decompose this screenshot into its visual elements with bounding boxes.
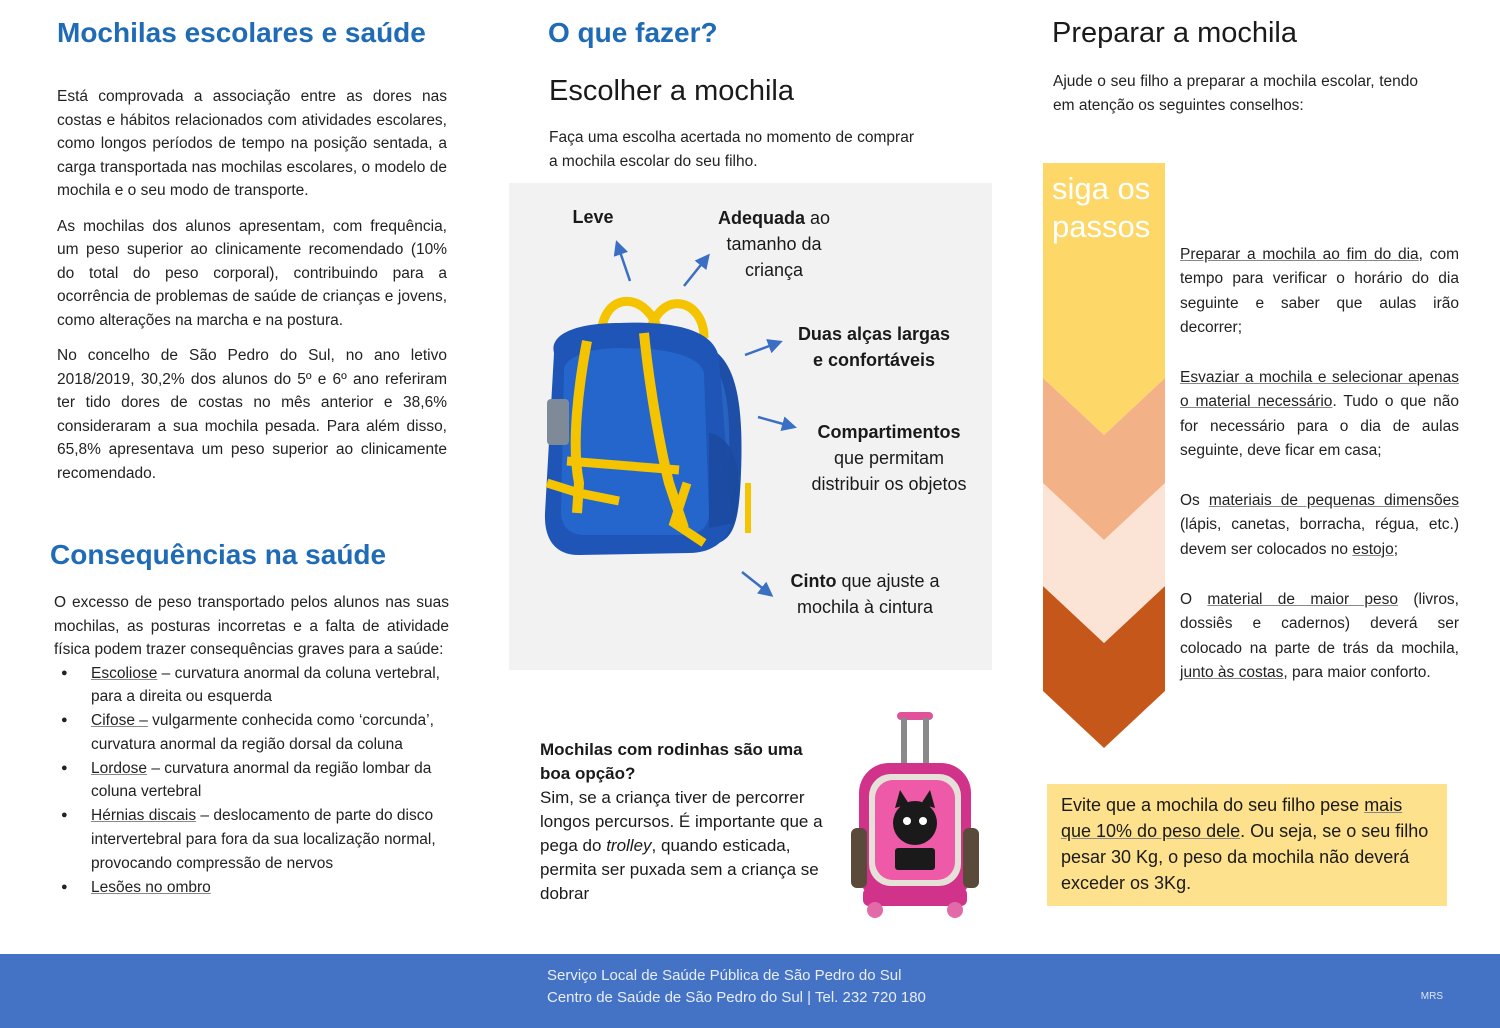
list-item-term: Lesões no ombro <box>91 878 211 896</box>
list-item-desc: – deslocamento de parte do disco intervertebral para fora da sua localização normal, provocando compressão de nervos <box>91 807 436 872</box>
label-compartimentos: Compartimentos que permitam distribuir os objetos <box>811 422 967 494</box>
list-item-term: Lordose <box>91 759 148 777</box>
label-leve: Leve <box>572 207 614 227</box>
list-item-term: Hérnias discais <box>91 807 197 825</box>
choose-intro-text: Faça uma escolha acertada no momento de comprar a mochila escolar do seu filho. <box>549 129 914 170</box>
intro-text-block <box>57 85 447 497</box>
section-title-mochilas: Mochilas escolares e saúde <box>57 17 426 48</box>
footer-bar <box>0 954 1500 1028</box>
list-item-desc: – curvatura anormal da coluna vertebral, para a direita ou esquerda <box>91 664 440 706</box>
list-item-desc: vulgarmente conhecida como ‘corcunda’, curvatura anormal da região dorsal da coluna <box>91 712 434 753</box>
steps-label: siga os passos <box>1052 171 1151 244</box>
weight-tip-box: Evite que a mochila do seu filho pese mais que 10% do peso dele. Ou seja, se o seu filho pesar 30 Kg, o peso da mochila não deverá exceder os 3Kg. <box>1047 784 1447 906</box>
trolley-backpack-image <box>845 708 985 920</box>
paragraph-association: Está comprovada a associação entre as dores nas costas e hábitos relacionados com atividades escolares, como longos períodos de tempo na posição sentada, a carga transportada nas mochilas escolares, o modelo de mochila e o seu modo de transporte. <box>57 88 447 199</box>
wheels-question-block <box>540 738 835 906</box>
paragraph-weight: As mochilas dos alunos apresentam, com frequência, um peso superior ao clinicamente recomendado (10% do total do peso corporal), contribuindo para a ocorrência de problemas de saúde de crianças e jovens, como alterações na marcha e na postura. <box>57 217 447 329</box>
section-title-o-que-fazer: O que fazer? <box>548 17 718 48</box>
consequences-block <box>54 591 449 899</box>
step-4-text: O material de maior peso (livros, dossiês e cadernos) deverá ser colocado na parte de trás da mochila, junto às costas, para maior conforto. <box>1180 591 1459 681</box>
section-title-consequencias: Consequências na saúde <box>50 539 387 570</box>
arrow-compartimentos <box>758 417 794 427</box>
list-item-desc: – curvatura anormal da região lombar da coluna vertebral <box>91 759 432 801</box>
section-title-preparar: Preparar a mochila <box>1052 17 1297 49</box>
arrow-cinto <box>742 572 771 595</box>
list-item <box>54 804 449 875</box>
consequences-intro: O excesso de peso transportado pelos alunos nas suas mochilas, as posturas incorretas e a falta de atividade física podem trazer consequências graves para a saúde: <box>54 594 449 658</box>
arrow-leve <box>617 243 630 281</box>
steps-chevron-graphic <box>1043 163 1165 748</box>
list-item <box>54 709 449 757</box>
footer-service-name: Serviço Local de Saúde Pública de São Pedro do Sul <box>547 967 902 984</box>
arrow-alcas <box>745 342 780 355</box>
subtitle-escolher-mochila: Escolher a mochila <box>549 75 794 107</box>
list-item-term: Escoliose <box>91 664 158 682</box>
footer-contact: Centro de Saúde de São Pedro do Sul | Tel. 232 720 180 <box>547 989 926 1006</box>
consequences-list <box>54 662 449 900</box>
prepare-intro-text: Ajude o seu filho a preparar a mochila escolar, tendo em atenção os seguintes conselhos: <box>1053 73 1418 114</box>
backpack-diagram <box>509 183 992 670</box>
wheels-answer: Sim, se a criança tiver de percorrer longos percursos. É importante que a pega do trolley, quando esticada, permita ser puxada sem a criança se dobrar <box>540 788 823 903</box>
list-item <box>54 662 449 710</box>
paragraph-statistics: No concelho de São Pedro do Sul, no ano letivo 2018/2019, 30,2% dos alunos do 5º e 6º ano referiram ter tido dores de costas no mês anterior e 38,6% consideraram a sua mochila pesada. Para além disso, 65,8% apresentava um peso superior ao clinicamente recomendado. <box>57 347 447 482</box>
list-item <box>54 876 449 900</box>
list-item <box>54 757 449 805</box>
label-alcas: Duas alças largas e confortáveis <box>797 324 951 370</box>
label-adequada: Adequada ao tamanho da criança <box>717 208 831 280</box>
label-cinto: Cinto que ajuste a mochila à cintura <box>790 571 940 617</box>
wheels-question: Mochilas com rodinhas são uma boa opção? <box>540 740 803 783</box>
arrow-adequada <box>684 256 708 286</box>
step-3-text: Os materiais de pequenas dimensões (lápis, canetas, borracha, régua, etc.) devem ser colocados no estojo; <box>1180 492 1459 558</box>
step-2-text: Esvaziar a mochila e selecionar apenas o material necessário. Tudo o que não for necessário para o dia de aulas seguinte, deve ficar em casa; <box>1180 369 1459 459</box>
list-item-term: Cifose – <box>91 712 148 730</box>
step-1-text: Preparar a mochila ao fim do dia, com tempo para verificar o horário do dia seguinte e saber que aulas irão decorrer; <box>1180 246 1459 336</box>
footer-initials: MRS <box>1420 991 1443 1002</box>
